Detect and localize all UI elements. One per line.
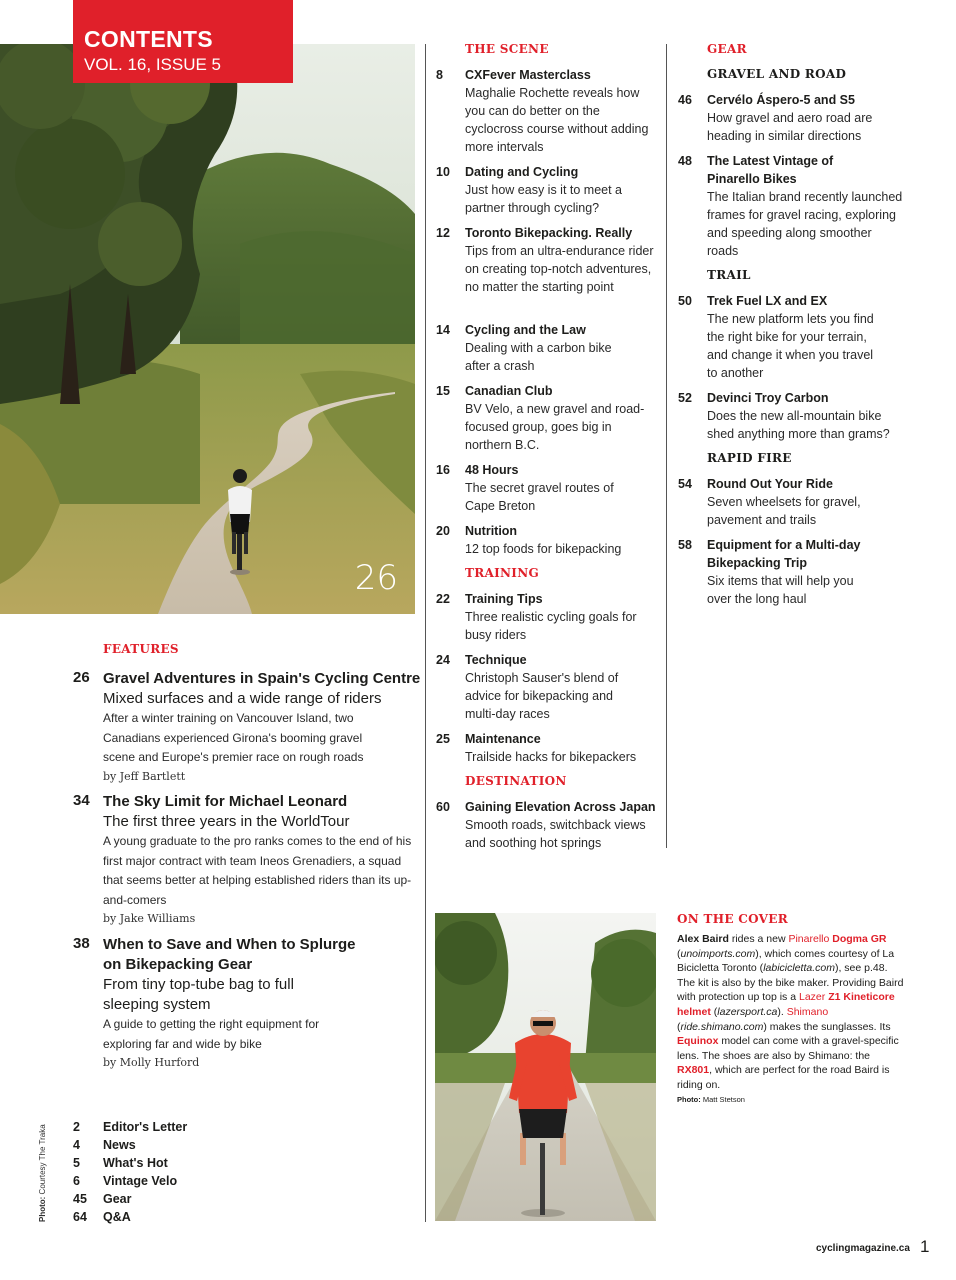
subheading-rapid-fire: RAPID FIRE xyxy=(707,451,792,465)
feature-subtitle: The first three years in the WorldTour xyxy=(103,813,350,830)
cover-description: Alex Baird rides a new Pinarello Dogma GR (unoimports.com), which comes courtesy of La Bicicletta Toronto (labicicletta.com), see p.48. The kit is also by the bike maker. Providing Baird with protection up top is a Lazer Z1 Kineticore helmet (lazersport.ca). Shimano (ride.shimano.com) makes the sunglasses. Its Equinox model can come with a gravel-specific lens. The shoes are also by Shimano: the RX801, which are perfect for the road Baird is riding on. Photo: Matt Stetson xyxy=(677,932,907,1107)
entry-title: Round Out Your Ride xyxy=(707,477,833,491)
entry-description: The new platform lets you find the right bike for your terrain, and change it when you travel to another xyxy=(707,312,874,380)
gravel-road-cyclist-photo xyxy=(0,44,415,614)
section-heading-gear: GEAR xyxy=(707,42,747,56)
feature-subtitle: Mixed surfaces and a wide range of riders xyxy=(103,690,382,707)
feature-byline: by Jeff Bartlett xyxy=(103,769,186,783)
subheading-gravel-road: GRAVEL AND ROAD xyxy=(707,67,847,81)
entry-title: Toronto Bikepacking. Really xyxy=(465,226,633,240)
issue-label: VOL. 16, ISSUE 5 xyxy=(84,55,222,74)
entry-description: Trailside hacks for bikepackers xyxy=(465,750,637,764)
entry-title: Nutrition xyxy=(465,524,518,538)
entry-title: The Latest Vintage of Pinarello Bikes xyxy=(707,154,834,186)
column-divider xyxy=(666,44,667,848)
feature-title: The Sky Limit for Michael Leonard xyxy=(103,793,348,810)
page-title: CONTENTS xyxy=(84,26,213,52)
entry-description: Just how easy is it to meet a partner through cycling? xyxy=(465,183,623,215)
entry-description: The Italian brand recently launched frames for gravel racing, exploring and speeding along smoother roads xyxy=(707,190,903,258)
section-heading-features: FEATURES xyxy=(103,642,179,656)
section-heading-destination: DESTINATION xyxy=(465,774,567,788)
entry-title: Cycling and the Law xyxy=(465,323,586,337)
feature-title: Gravel Adventures in Spain's Cycling Centre xyxy=(103,670,421,687)
entry-title: Trek Fuel LX and EX xyxy=(707,294,828,308)
entry-description: Six items that will help you over the long haul xyxy=(707,574,854,606)
feature-subtitle: From tiny top-tube bag to full sleeping system xyxy=(103,976,294,1013)
entry-description: Dealing with a carbon bike after a crash xyxy=(465,341,612,373)
entry-description: 12 top foods for bikepacking xyxy=(465,542,622,556)
entry-description: Seven wheelsets for gravel, pavement and trails xyxy=(707,495,861,527)
entry-description: Smooth roads, switchback views and soothing hot springs xyxy=(465,818,646,850)
entry-title: Devinci Troy Carbon xyxy=(707,391,829,405)
entry-description: The secret gravel routes of Cape Breton xyxy=(465,481,614,513)
feature-page-number: 26 xyxy=(354,558,398,598)
photo-credit: Photo: Courtesy The Traka xyxy=(38,1124,47,1222)
entry-description: Christoph Sauser's blend of advice for bikepacking and multi-day races xyxy=(465,671,619,721)
section-heading-scene: THE SCENE xyxy=(465,42,549,56)
entry-title: Dating and Cycling xyxy=(465,165,579,179)
entry-description: Three realistic cycling goals for busy riders xyxy=(465,610,637,642)
section-heading-cover: ON THE COVER xyxy=(677,912,789,926)
hero-photo xyxy=(0,44,415,614)
entry-title: Training Tips xyxy=(465,592,543,606)
contents-masthead xyxy=(73,0,293,83)
entry-title: Equipment for a Multi-day Bikepacking Trip xyxy=(707,538,861,570)
cover-photo-credit: Photo: Matt Stetson xyxy=(677,1094,745,1104)
entry-description: Maghalie Rochette reveals how you can do better on the cyclocross course without adding more intervals xyxy=(465,86,649,154)
entry-description: Tips from an ultra-endurance rider on creating top-notch adventures, no matter the starting point xyxy=(465,244,654,294)
feature-description: A young graduate to the pro ranks comes to the end of his first major contract with team Ineos Grenadiers, a squad that seems better at helping established riders than its up-and-comers xyxy=(103,834,412,907)
entry-title: Technique xyxy=(465,653,527,667)
entry-title: Maintenance xyxy=(465,732,541,746)
entry-title: Gaining Elevation Across Japan xyxy=(465,800,656,814)
feature-description: After a winter training on Vancouver Island, two Canadians experienced Girona's booming gravel scene and Europe's premier race on rough roads xyxy=(103,711,364,764)
feature-byline: by Jake Williams xyxy=(103,912,196,925)
entry-description: BV Velo, a new gravel and road-focused group, goes big in northern B.C. xyxy=(465,402,645,452)
feature-title: When to Save and When to Splurge on Bikepacking Gear xyxy=(103,936,356,973)
column-divider xyxy=(425,44,426,1222)
subheading-trail: TRAIL xyxy=(707,268,751,282)
entry-description: Does the new all-mountain bike shed anything more than grams? xyxy=(707,409,890,441)
cover-cyclist-photo xyxy=(435,913,656,1221)
page-number: 1 xyxy=(920,1237,930,1256)
entry-description: How gravel and aero road are heading in similar directions xyxy=(707,111,873,143)
cover-photo xyxy=(435,913,656,1221)
entry-title: CXFever Masterclass xyxy=(465,68,591,82)
feature-byline: by Molly Hurford xyxy=(103,1056,200,1069)
entry-title: 48 Hours xyxy=(465,463,519,477)
site-url[interactable]: cyclingmagazine.ca xyxy=(816,1243,910,1254)
entry-title: Cervélo Áspero-5 and S5 xyxy=(707,93,855,107)
entry-title: Canadian Club xyxy=(465,384,553,398)
feature-description: A guide to getting the right equipment for exploring far and wide by bike xyxy=(103,1017,320,1051)
section-heading-training: TRAINING xyxy=(465,566,540,580)
